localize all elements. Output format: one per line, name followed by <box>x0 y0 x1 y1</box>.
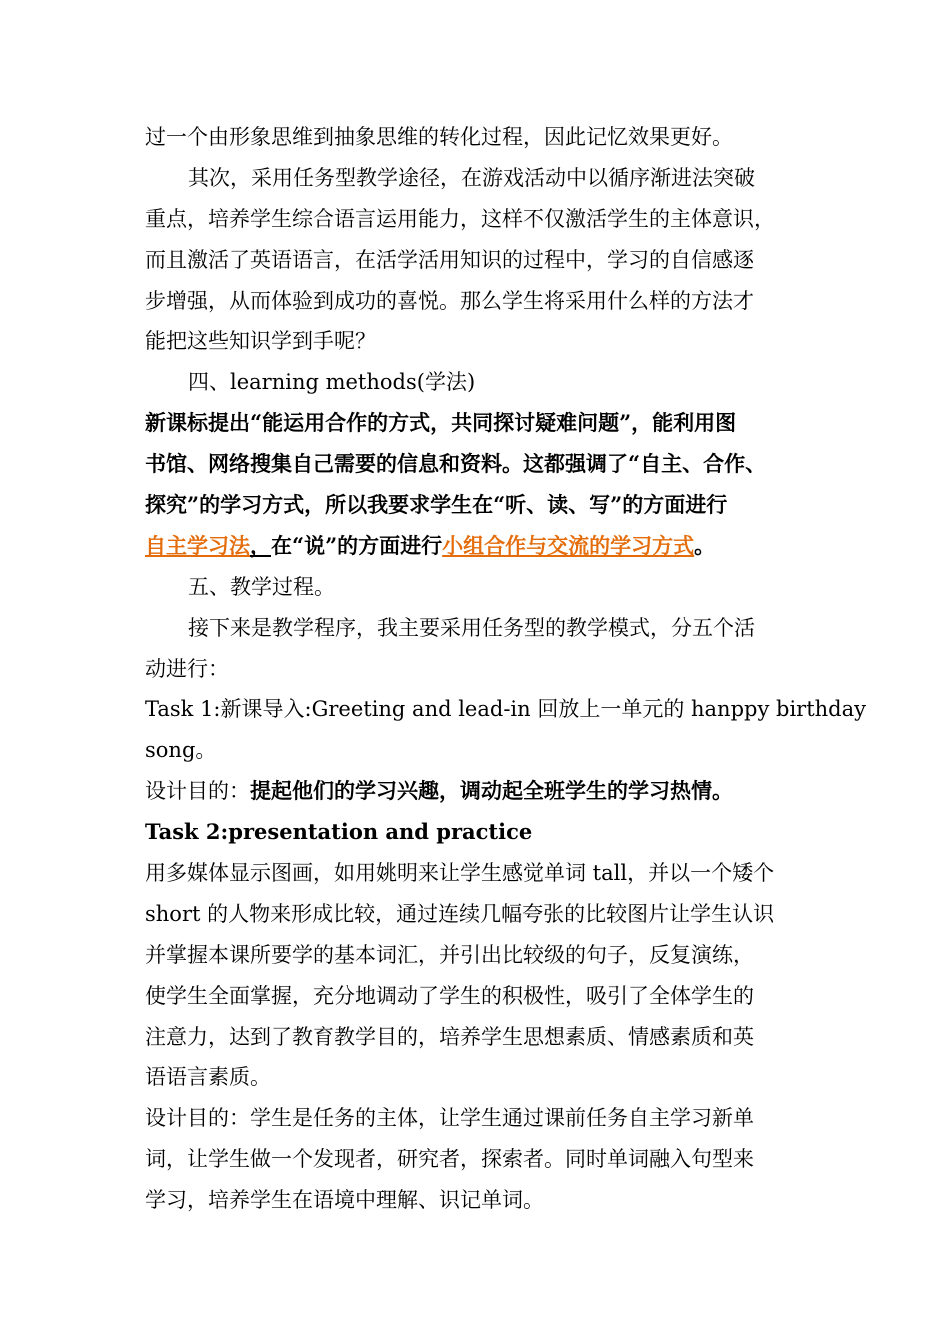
paragraph-line <box>145 526 815 567</box>
paragraph-line: 接下来是教学程序，我主要采用任务型的教学模式，分五个活 <box>188 615 755 640</box>
speaking-text: 在“说”的方面进行 <box>271 532 443 558</box>
task2-title: Task 2:presentation and practice <box>145 819 533 845</box>
paragraph-line: 新课标提出“能运用合作的方式，共同探讨疑难问题”，能利用图 <box>145 410 737 436</box>
paragraph-line: 其次，采用任务型教学途径，在游戏活动中以循序渐进法突破 <box>188 165 755 190</box>
group-cooperation-link[interactable]: 小组合作与交流的学习方式 <box>442 532 695 558</box>
paragraph-line: 能把这些知识学到手呢？ <box>145 329 376 354</box>
section-heading-teaching-process: 五、教学过程。 <box>188 574 335 599</box>
design-purpose-line <box>145 771 815 812</box>
paragraph-line: 过一个由形象思维到抽象思维的转化过程，因此记忆效果更好。 <box>145 125 733 149</box>
paragraph-line: 用多媒体显示图画，如用姚明来让学生感觉单词 tall，并以一个矮个 <box>145 861 775 886</box>
paragraph-line: 使学生全面掌握，充分地调动了学生的积极性，吸引了全体学生的 <box>145 983 754 1008</box>
paragraph-line: 书馆、网络搜集自己需要的信息和资料。这都强调了“自主、合作、 <box>145 451 767 477</box>
paragraph-line: short 的人物来形成比较，通过连续几幅夸张的比较图片让学生认识 <box>145 901 775 926</box>
paragraph-line: 并掌握本课所要学的基本词汇，并引出比较级的句子，反复演练， <box>145 942 754 967</box>
document-body <box>145 117 866 1221</box>
paragraph-line: 设计目的：学生是任务的主体，让学生通过课前任务自主学习新单 <box>145 1106 754 1131</box>
task1-line: Task 1:新课导入:Greeting and lead-in 回放上一单元的 hanppy birthday <box>145 697 866 722</box>
paragraph-line: 语语言素质。 <box>145 1065 271 1090</box>
self-study-method-link[interactable]: 自主学习法 <box>145 532 250 558</box>
period-text: 。 <box>694 532 716 558</box>
comma-text: ， <box>250 532 271 558</box>
paragraph-line: 词，让学生做一个发现者，研究者，探索者。同时单词融入句型来 <box>145 1147 754 1172</box>
paragraph-line: 学习，培养学生在语境中理解、识记单词。 <box>145 1188 544 1213</box>
design-purpose-text: 提起他们的学习兴趣，调动起全班学生的学习热情。 <box>250 778 733 804</box>
paragraph-line: 探究”的学习方式，所以我要求学生在“听、读、写”的方面进行 <box>145 492 728 518</box>
paragraph-line: 注意力，达到了教育教学目的，培养学生思想素质、情感素质和英 <box>145 1024 754 1049</box>
paragraph-line: 而且激活了英语语言，在活学活用知识的过程中，学习的自信感逐 <box>145 247 754 272</box>
task1-line: song。 <box>145 738 217 763</box>
design-purpose-label: 设计目的： <box>145 779 250 804</box>
section-heading-learning-methods: 四、learning methods(学法) <box>188 370 476 395</box>
paragraph-line: 重点，培养学生综合语言运用能力，这样不仅激活学生的主体意识， <box>145 206 775 231</box>
paragraph-line: 动进行： <box>145 656 229 681</box>
paragraph-line: 步增强，从而体验到成功的喜悦。那么学生将采用什么样的方法才 <box>145 288 754 313</box>
